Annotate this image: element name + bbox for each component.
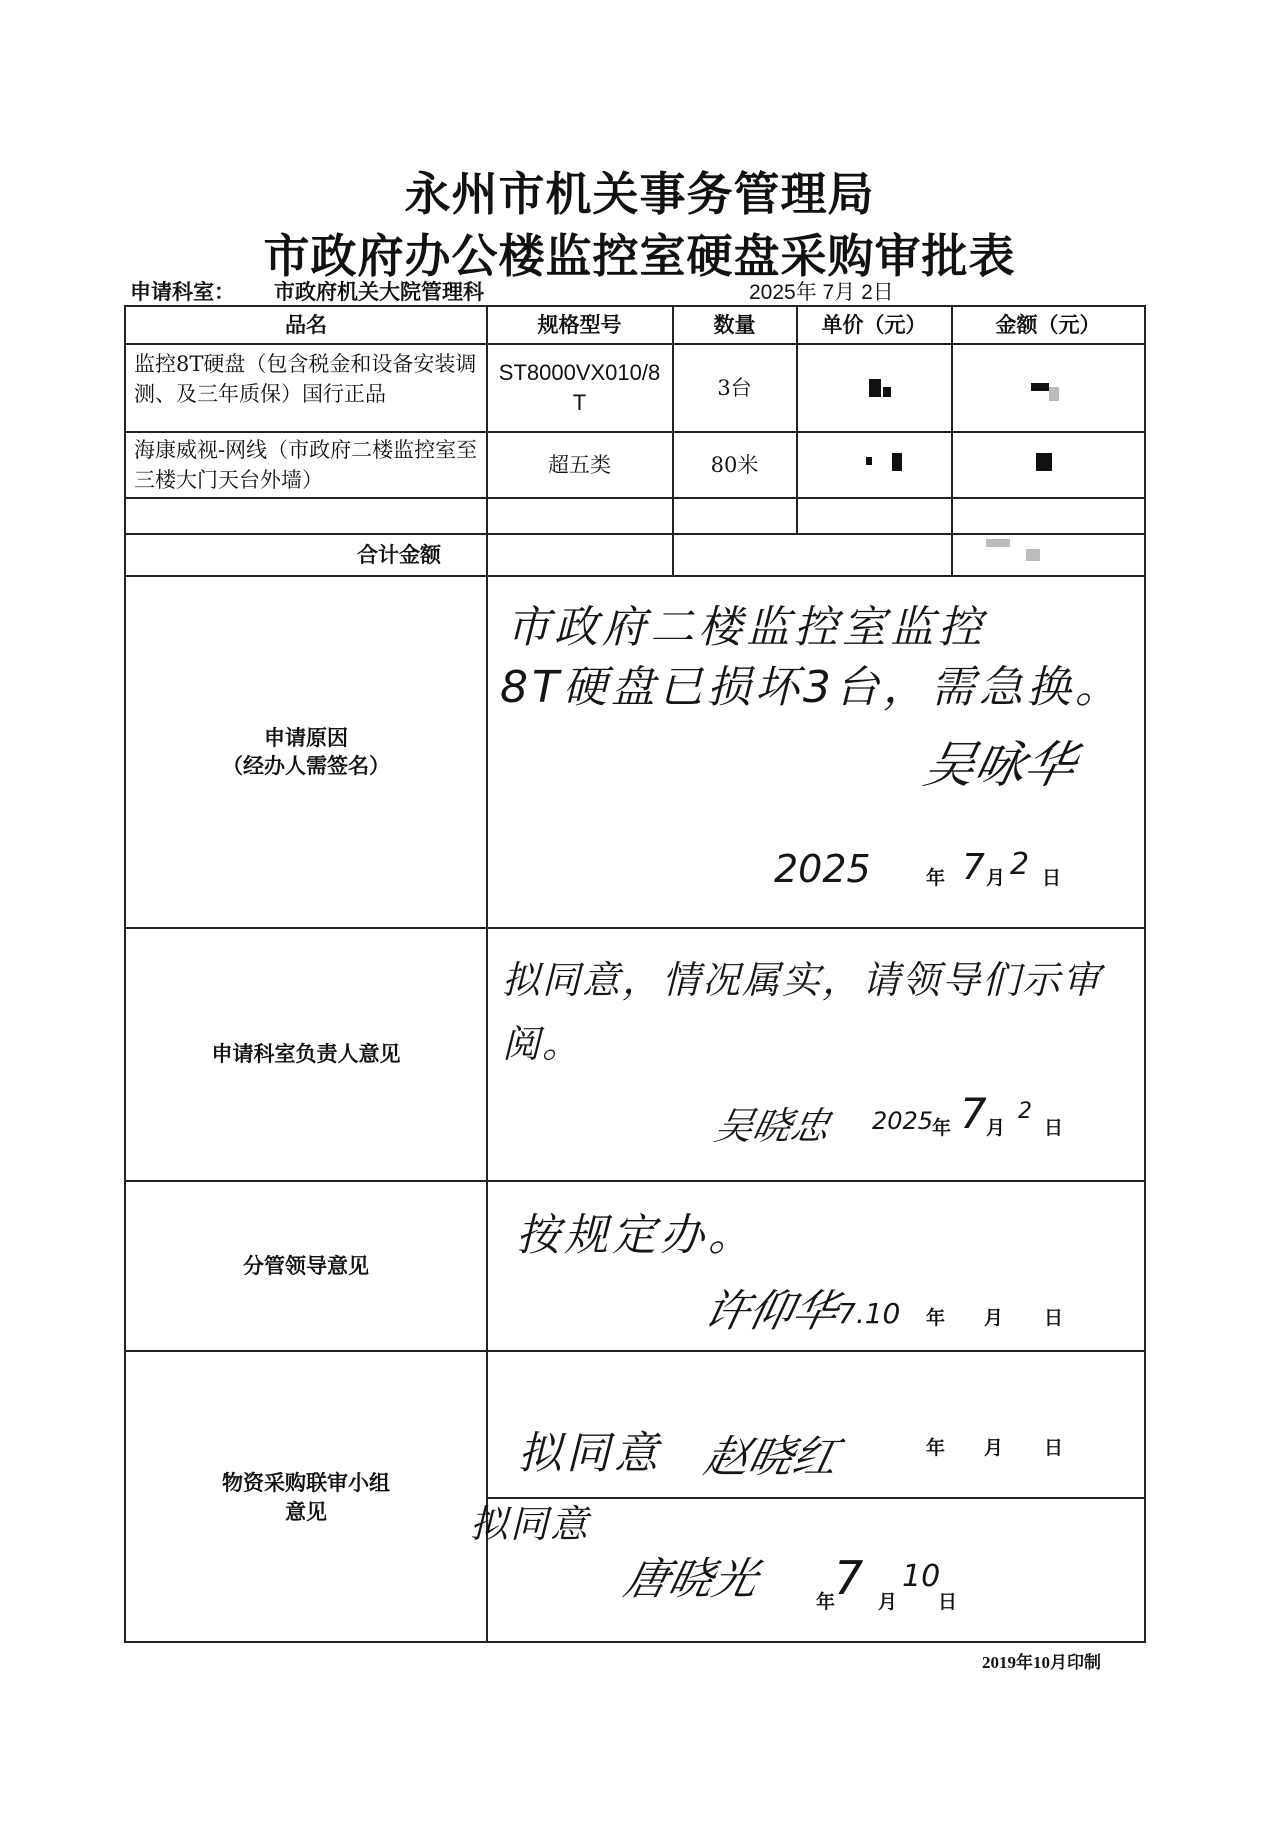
procure-bottom-month-unit: 月 — [878, 1591, 898, 1613]
col-header-spec: 规格型号 — [537, 311, 622, 337]
procure-bottom-year-unit: 年 — [816, 1591, 836, 1613]
procure-label-line2: 意见 — [285, 1498, 327, 1524]
leader-month-unit: 月 — [984, 1307, 1004, 1329]
procure-label-block — [126, 1352, 486, 1643]
redaction-mark — [1026, 549, 1040, 561]
reason-year-hand: 2025 — [774, 847, 871, 891]
reason-text-line2: 8T硬盘已损坏3台，需急换。 — [500, 662, 1123, 713]
leader-signature: 许仰华 — [699, 1286, 843, 1337]
item-name: 海康威视-网线（市政府二楼监控室至三楼大门天台外墙） — [134, 438, 478, 492]
item-qty: 80米 — [710, 452, 759, 477]
procure-label-line1: 物资采购联审小组 — [222, 1470, 390, 1496]
procure-bottom-month-hand: 7 — [834, 1551, 864, 1605]
item-spec: 超五类 — [548, 452, 611, 477]
approval-table — [124, 305, 1146, 1643]
dept-head-text-line1: 拟同意，情况属实，请领导们示审 — [502, 958, 1103, 1002]
redaction-mark — [892, 453, 902, 471]
reason-month-unit: 月 — [986, 867, 1006, 889]
item-name: 监控8T硬盘（包含税金和设备安装调测、及三年质保）国行正品 — [134, 352, 477, 406]
procure-text-2: 拟同意 — [470, 1502, 591, 1546]
reason-sub-label: （经办人需签名） — [222, 753, 390, 778]
leader-month-hand: 7.10 — [838, 1297, 901, 1330]
form-date: 2025年 7月 2日 — [749, 281, 894, 304]
dept-head-year-hand: 2025 — [872, 1107, 934, 1135]
total-label: 合计金额 — [357, 541, 441, 567]
item-qty: 3台 — [717, 375, 752, 400]
form-header — [124, 276, 1144, 304]
reason-label-block — [126, 577, 486, 927]
procure-month-unit: 月 — [984, 1437, 1004, 1459]
redaction-mark — [1049, 387, 1059, 401]
reason-label: 申请原因 — [264, 724, 348, 750]
redaction-mark — [1036, 453, 1052, 471]
leader-label: 分管领导意见 — [243, 1252, 369, 1278]
print-note: 2019年10月印制 — [982, 1653, 1101, 1672]
redaction-mark — [883, 387, 891, 397]
dept-head-year-unit: 年 — [932, 1117, 952, 1139]
reason-month-hand: 7 — [962, 847, 985, 888]
redaction-mark — [986, 539, 1010, 547]
dept-head-signature: 吴晓忠 — [710, 1104, 834, 1148]
leader-text: 按规定办。 — [516, 1210, 756, 1261]
dept-value: 市政府机关大院管理科 — [274, 279, 484, 304]
col-divider — [486, 307, 488, 1643]
dept-head-day-hand: 2 — [1018, 1099, 1032, 1124]
dept-head-day-unit: 日 — [1044, 1117, 1064, 1139]
dept-label: 申请科室： — [130, 279, 235, 304]
col-divider — [951, 307, 953, 575]
dept-head-month-unit: 月 — [986, 1117, 1006, 1139]
reason-signature: 吴咏华 — [918, 736, 1082, 794]
procure-signature: 赵晓红 — [699, 1432, 843, 1483]
org-title: 永州市机关事务管理局 — [404, 167, 875, 221]
col-header-unit-price: 单价（元） — [821, 311, 927, 337]
reason-day-unit: 日 — [1042, 867, 1062, 889]
col-header-amount: 金额（元） — [995, 311, 1101, 337]
reason-text-line1: 市政府二楼监控室监控 — [506, 602, 986, 653]
col-header-name: 品名 — [285, 311, 327, 337]
form-title: 市政府办公楼监控室硬盘采购审批表 — [263, 229, 1016, 283]
item-spec: ST8000VX010/8T — [498, 360, 661, 415]
redaction-mark — [869, 379, 881, 397]
reason-day-hand: 2 — [1010, 847, 1030, 882]
procure-bottom-day-unit: 日 — [938, 1591, 958, 1613]
redaction-mark — [866, 457, 872, 465]
row-divider — [126, 497, 1144, 499]
dept-head-label: 申请科室负责人意见 — [211, 1041, 401, 1067]
col-header-qty: 数量 — [713, 311, 756, 337]
dept-head-month-hand: 7 — [960, 1089, 987, 1138]
leader-year-unit: 年 — [926, 1307, 946, 1329]
leader-day-unit: 日 — [1044, 1307, 1064, 1329]
procure-day-unit: 日 — [1044, 1437, 1064, 1459]
procure-text: 拟同意 — [518, 1428, 662, 1479]
procure-bottom-day-hand: 10 — [902, 1559, 941, 1594]
procure-year-unit: 年 — [926, 1437, 946, 1459]
reason-year-unit: 年 — [926, 867, 946, 889]
redaction-mark — [1031, 383, 1049, 391]
dept-head-text-line2: 阅。 — [502, 1022, 583, 1066]
procure-signature-2: 唐晓光 — [619, 1554, 763, 1605]
